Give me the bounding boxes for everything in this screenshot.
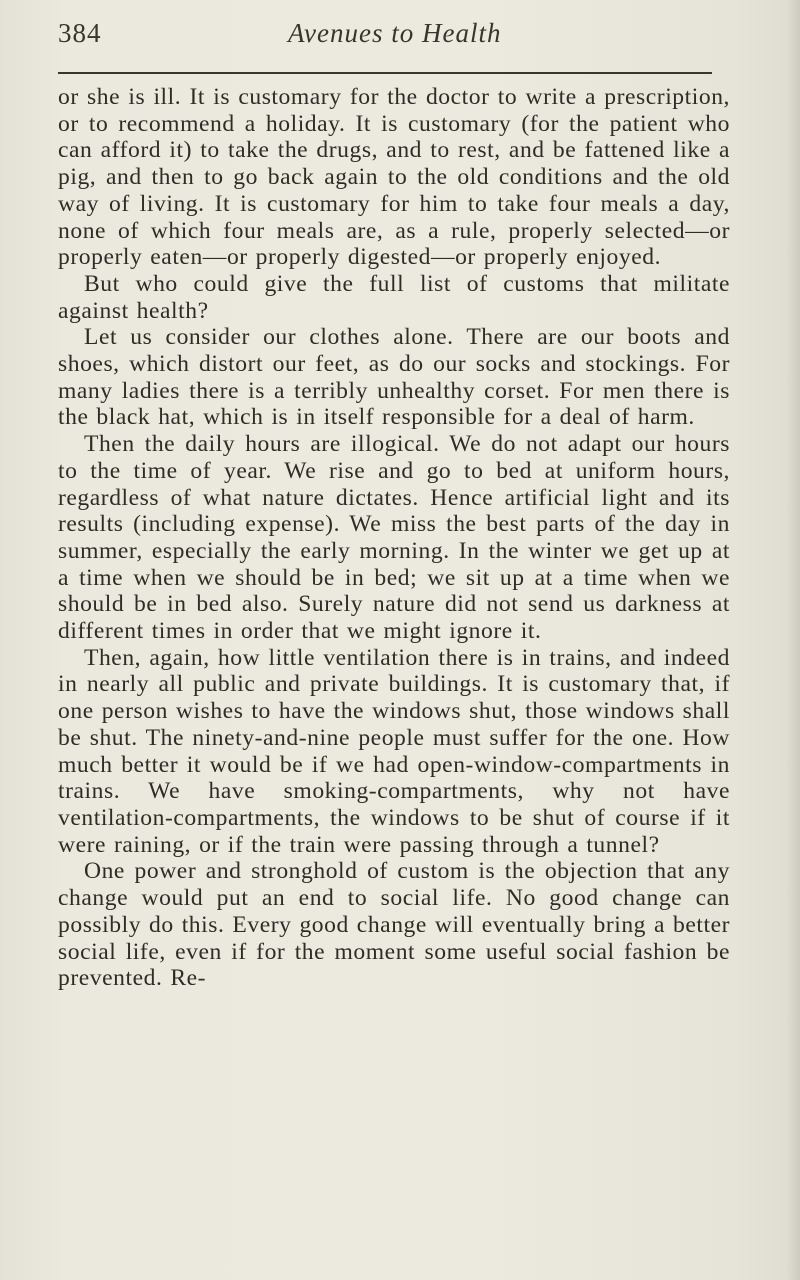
paragraph: But who could give the full list of customs that militate against health? xyxy=(58,270,730,324)
page-number: 384 xyxy=(58,18,102,48)
running-head xyxy=(58,18,718,58)
paragraph: Let us consider our clothes alone. There are our boots and shoes, which distort our feet, as do our socks and stockings. For many ladies there is a terribly unhealthy corset. For men there is the black hat, which is in itself responsible for a deal of harm. xyxy=(58,324,730,431)
header-rule xyxy=(58,72,712,74)
page-edge-shadow xyxy=(786,0,800,1280)
paragraph: Then, again, how little ventilation there is in trains, and indeed in nearly all public and private buildings. It is customary that, if one person wishes to have the windows shut, those windows shall be shut. The ninety-and-nine people must suffer for the one. How much better it would be if we had open-window-compartments in trains. We have smoking-compartments, why not have ventilation-compartments, the windows to be shut of course if it were raining, or if the train were passing through a tunnel? xyxy=(58,644,730,858)
paragraph: Then the daily hours are illogical. We do not adapt our hours to the time of year. We rise and go to bed at uniform hours, regardless of what nature dictates. Hence artificial light and its results (including expense). We miss the best parts of the day in summer, especially the early morning. In the winter we get up at a time when we should be in bed; we sit up at a time when we should be in bed also. Surely nature did not send us darkness at different times in order that we might ignore it. xyxy=(58,431,730,645)
running-title: Avenues to Health xyxy=(288,18,502,48)
paragraph: or she is ill. It is customary for the doctor to write a prescription, or to recommend a holiday. It is customary (for the patient who can afford it) to take the drugs, and to rest, and be fattened like a pig, and then to go back again to the old conditions and the old way of living. It is customary for him to take four meals a day, none of which four meals are, as a rule, properly selected—or properly eaten—or properly digested—or properly enjoyed. xyxy=(58,84,730,271)
paragraph: One power and stronghold of custom is the objection that any change would put an end to social life. No good change can possibly do this. Every good change will eventually bring a better social life, even if for the moment some useful social fashion be prevented. Re- xyxy=(58,858,730,992)
body-text xyxy=(58,84,730,992)
